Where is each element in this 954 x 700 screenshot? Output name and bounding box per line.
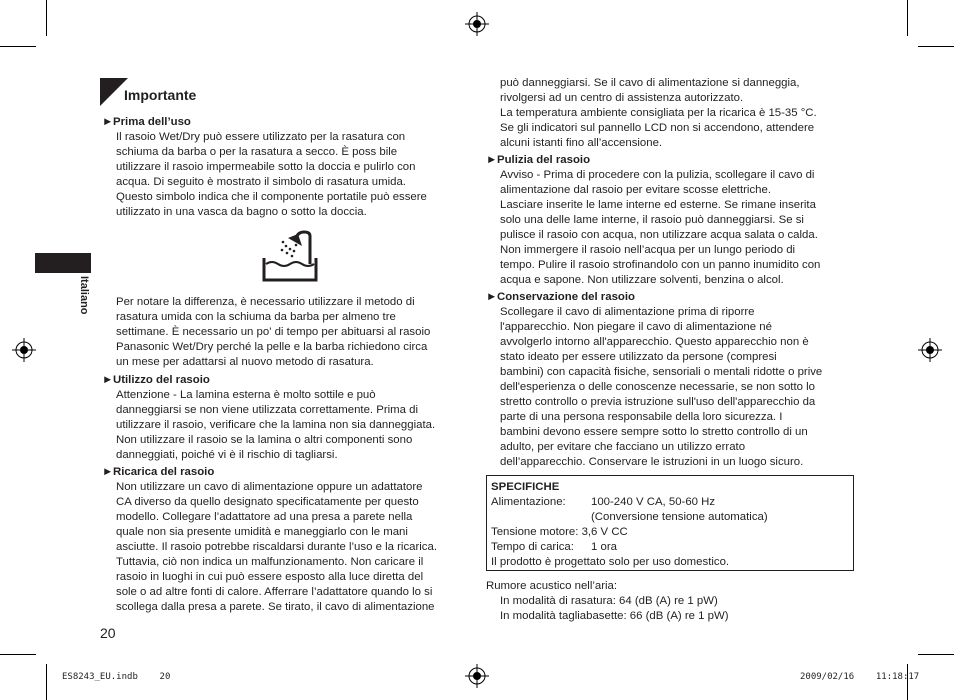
paragraph-line: Non immergere il rasoio nell’acqua per un lungo periodo di [500, 244, 796, 256]
section-heading: Importante [124, 87, 197, 103]
paragraph-line: stretto controllo o previa istruzione sull'uso dell'apparecchio da [500, 396, 816, 408]
paragraph-line: alcuni istanti fino all’accensione. [500, 137, 663, 149]
section-title: Ricarica del rasoio [113, 466, 215, 478]
spec-row [491, 540, 853, 555]
right-column [486, 76, 858, 470]
section-prima-uso [102, 115, 470, 220]
paragraph-line: acqua e sapone. Non utilizzare solventi, benzina o alcol. [500, 274, 784, 286]
spec-row [491, 495, 853, 510]
spec-value: 1 ora [591, 541, 617, 553]
paragraph-line: Non utilizzare il rasoio se la lamina o altri componenti sono [116, 434, 413, 446]
paragraph-line: modello. Collegare l’adattatore ad una presa a parete nella [116, 511, 413, 523]
paragraph-line: CA diverso da quello designato specificatamente per questo [116, 496, 419, 508]
section-title: Pulizia del rasoio [497, 154, 591, 166]
paragraph-line: acqua. Di seguito è mostrato il simbolo di rasatura umida. [116, 176, 406, 188]
spec-label: Tempo di carica: [491, 541, 574, 553]
triangle-right-icon: ► [102, 116, 114, 128]
page-number: 20 [100, 625, 116, 641]
paragraph-line: utilizzato in una vasca da bagno o sotto la doccia. [116, 206, 367, 218]
footer-datetime: 2009/02/16 11:18:17 [800, 672, 920, 682]
paragraph-line: rivolgersi ad un centro di assistenza autorizzato. [500, 92, 744, 104]
crop-mark [0, 46, 36, 47]
section-title: Prima dell’uso [113, 116, 191, 128]
left-column-continued [102, 295, 470, 615]
paragraph-line: Lasciare inserite le lame interne ed esterne. Se rimane inserita [500, 199, 816, 211]
paragraph-line: solo una delle lame interne, il rasoio può danneggiarsi. Se si [500, 214, 804, 226]
crop-mark [0, 654, 36, 655]
crop-mark [918, 46, 954, 47]
paragraph-line: Attenzione - La lamina esterna è molto sottile e può [116, 389, 376, 401]
crop-mark [907, 0, 908, 36]
noise-title: Rumore acustico nell’aria: [486, 580, 618, 592]
paragraph-line: schiuma da barba o per la rasatura a secco. È poss bile [116, 146, 398, 158]
paragraph-line: danneggiati, poiché vi è il rischio di tagliarsi. [116, 449, 338, 461]
paragraph-line: sole o ad altre fonti di calore. Afferrare l’adattatore quando lo si [116, 586, 433, 598]
paragraph-line: Se gli indicatori sul pannello LCD non si accendono, attendere [500, 122, 815, 134]
spec-label: Tensione motore: [491, 526, 579, 538]
paragraph-line: Non utilizzare un cavo di alimentazione oppure un adattatore [116, 481, 423, 493]
paragraph-line: utilizzare il rasoio impermeabile sotto la doccia e pulirlo con [116, 161, 416, 173]
section-utilizzo [102, 373, 470, 463]
paragraph-line: Avviso - Prima di procedere con la pulizia, scollegare il cavo di [500, 169, 815, 181]
paragraph-line: rasoio in luoghi in cui può essere esposto alla luce diretta del [116, 571, 424, 583]
crosshair-register-icon [12, 338, 36, 362]
paragraph-line: utilizzare il rasoio, verificare che la lamina non sia danneggiata. [116, 419, 436, 431]
noise-line: In modalità di rasatura: 64 (dB (A) re 1 pW) [500, 595, 718, 607]
triangle-right-icon: ► [486, 154, 498, 166]
specifications-box [486, 475, 854, 571]
paragraph-line: asciutte. Il rasoio potrebbe riscaldarsi durante l’uso e la ricarica. [116, 541, 437, 553]
footer-file-info: ES8243_EU.indb 20 [62, 672, 171, 682]
paragraph-line: quale non sia presente umidità e maneggiarlo con le mani [116, 526, 408, 538]
section-pulizia [486, 153, 858, 288]
paragraph-line: bambini devono essere sempre sotto lo stretto controllo di un [500, 426, 808, 438]
spec-note: Il prodotto è progettato solo per uso domestico. [491, 556, 730, 568]
paragraph-line: Per notare la differenza, è necessario utilizzare il metodo di [116, 296, 415, 308]
paragraph-line: dell'esperienza o delle conoscenze necessarie, se non sotto lo [500, 381, 815, 393]
spec-row [491, 510, 853, 525]
shower-bath-icon [258, 228, 324, 286]
paragraph-continuation [486, 76, 858, 151]
paragraph-line: Tuttavia, ciò non indica un malfunzionamento. Non caricare il [116, 556, 424, 568]
triangle-right-icon: ► [102, 466, 114, 478]
paragraph-line: scollega dalla presa a parete. Se tirato, il cavo di alimentazione [116, 601, 435, 613]
paragraph-line: Panasonic Wet/Dry perché la pelle e la barba richiedono circa [116, 341, 428, 353]
crop-mark [46, 664, 47, 700]
paragraph-line: Scollegare il cavo di alimentazione prima di riporre [500, 306, 755, 318]
paragraph-line: adulto, per evitare che facciano un utilizzo errato [500, 441, 746, 453]
section-title: Utilizzo del rasoio [113, 374, 210, 386]
spec-label: Alimentazione: [491, 496, 566, 508]
paragraph-differenza [102, 295, 470, 370]
triangle-right-icon: ► [102, 374, 114, 386]
paragraph-line: danneggiarsi se non viene utilizzata correttamente. Prima di [116, 404, 419, 416]
crop-mark [46, 0, 47, 36]
crop-mark [907, 664, 908, 700]
language-tab [35, 253, 91, 273]
crosshair-register-icon [465, 664, 489, 688]
paragraph-line: rasatura umida con la schiuma da barba per almeno tre [116, 311, 396, 323]
section-ricarica [102, 465, 470, 615]
language-tab-label: Italiano [78, 276, 90, 315]
paragraph-line: Questo simbolo indica che il componente portatile può essere [116, 191, 427, 203]
spec-value: (Conversione tensione automatica) [591, 511, 768, 523]
paragraph-line: l'apparecchio. Non piegare il cavo di alimentazione né [500, 321, 772, 333]
crosshair-register-icon [918, 338, 942, 362]
paragraph-line: avvolgerlo intorno all'apparecchio. Questo apparecchio non è [500, 336, 809, 348]
paragraph-line: alimentazione dal rasoio per evitare scosse elettriche. [500, 184, 771, 196]
spec-value: 3,6 V CC [581, 526, 628, 538]
specifications-title: SPECIFICHE [491, 481, 560, 493]
paragraph-line: Il rasoio Wet/Dry può essere utilizzato per la rasatura con [116, 131, 406, 143]
paragraph-line: tempo. Pulire il rasoio strofinandolo con un panno inumidito con [500, 259, 821, 271]
paragraph-line: può danneggiarsi. Se il cavo di alimentazione si danneggia, [500, 77, 800, 89]
spec-row [491, 525, 853, 540]
triangle-right-icon: ► [486, 291, 498, 303]
paragraph-line: stato ideato per essere utilizzato da persone (compresi [500, 351, 777, 363]
paragraph-line: parte di una persona responsabile della loro sicurezza. I [500, 411, 783, 423]
paragraph-line: un mese per adattarsi al nuovo metodo di rasatura. [116, 356, 374, 368]
noise-info [486, 579, 729, 624]
section-title: Conservazione del rasoio [497, 291, 635, 303]
spec-value: 100-240 V CA, 50-60 Hz [591, 496, 716, 508]
paragraph-line: dell’apparecchio. Conservare le istruzioni in un luogo sicuro. [500, 456, 804, 468]
paragraph-line: bambini) con capacità fisiche, sensoriali o mentali ridotte o prive [500, 366, 823, 378]
crosshair-register-icon [465, 12, 489, 36]
crop-mark [918, 654, 954, 655]
paragraph-line: settimane. È necessario un po' di tempo per abituarsi al rasoio [116, 326, 431, 338]
noise-line: In modalità tagliabasette: 66 (dB (A) re 1 pW) [500, 610, 729, 622]
left-column [102, 115, 470, 220]
paragraph-line: La temperatura ambiente consigliata per la ricarica è 15-35 °C. [500, 107, 817, 119]
paragraph-line: pulisce il rasoio con acqua, non utilizzare acqua salata o calda. [500, 229, 818, 241]
section-conservazione [486, 290, 858, 470]
